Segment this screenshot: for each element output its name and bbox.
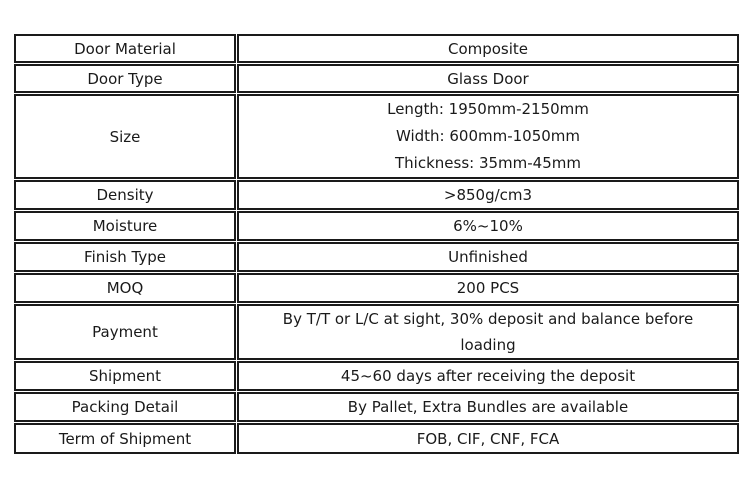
value-finish-type: Unfinished — [237, 242, 739, 272]
value-door-type: Glass Door — [237, 64, 739, 93]
value-moisture: 6%~10% — [237, 211, 739, 241]
value-payment — [237, 304, 739, 360]
spec-table-container — [13, 33, 740, 455]
payment-line-1: By T/T or L/C at sight, 30% deposit and balance before — [282, 310, 694, 328]
spec-row-shipment — [14, 361, 739, 391]
spec-row-density — [14, 180, 739, 210]
label-shipment: Shipment — [14, 361, 236, 391]
value-size — [237, 94, 739, 179]
label-density: Density — [14, 180, 236, 210]
label-door-material: Door Material — [14, 34, 236, 63]
label-door-type: Door Type — [14, 64, 236, 93]
spec-row-door-type — [14, 64, 739, 93]
product-spec-table — [13, 33, 740, 455]
label-payment: Payment — [14, 304, 236, 360]
value-door-material: Composite — [237, 34, 739, 63]
spec-row-payment — [14, 304, 739, 360]
value-term-of-shipment: FOB, CIF, CNF, FCA — [237, 423, 739, 454]
size-width-line: Width: 600mm-1050mm — [395, 127, 581, 145]
spec-row-moisture — [14, 211, 739, 241]
spec-row-door-material — [14, 34, 739, 63]
spec-row-term-of-shipment — [14, 423, 739, 454]
size-thickness-line: Thickness: 35mm-45mm — [395, 154, 581, 172]
value-moq: 200 PCS — [237, 273, 739, 303]
label-packing-detail: Packing Detail — [14, 392, 236, 422]
label-finish-type: Finish Type — [14, 242, 236, 272]
label-term-of-shipment: Term of Shipment — [14, 423, 236, 454]
value-packing-detail: By Pallet, Extra Bundles are available — [237, 392, 739, 422]
size-length-line: Length: 1950mm-2150mm — [387, 100, 589, 118]
spec-row-size — [14, 94, 739, 179]
value-shipment: 45~60 days after receiving the deposit — [237, 361, 739, 391]
spec-row-moq — [14, 273, 739, 303]
label-size: Size — [14, 94, 236, 179]
label-moq: MOQ — [14, 273, 236, 303]
payment-line-2: loading — [460, 336, 516, 354]
spec-row-finish-type — [14, 242, 739, 272]
value-density: >850g/cm3 — [237, 180, 739, 210]
spec-row-packing-detail — [14, 392, 739, 422]
label-moisture: Moisture — [14, 211, 236, 241]
